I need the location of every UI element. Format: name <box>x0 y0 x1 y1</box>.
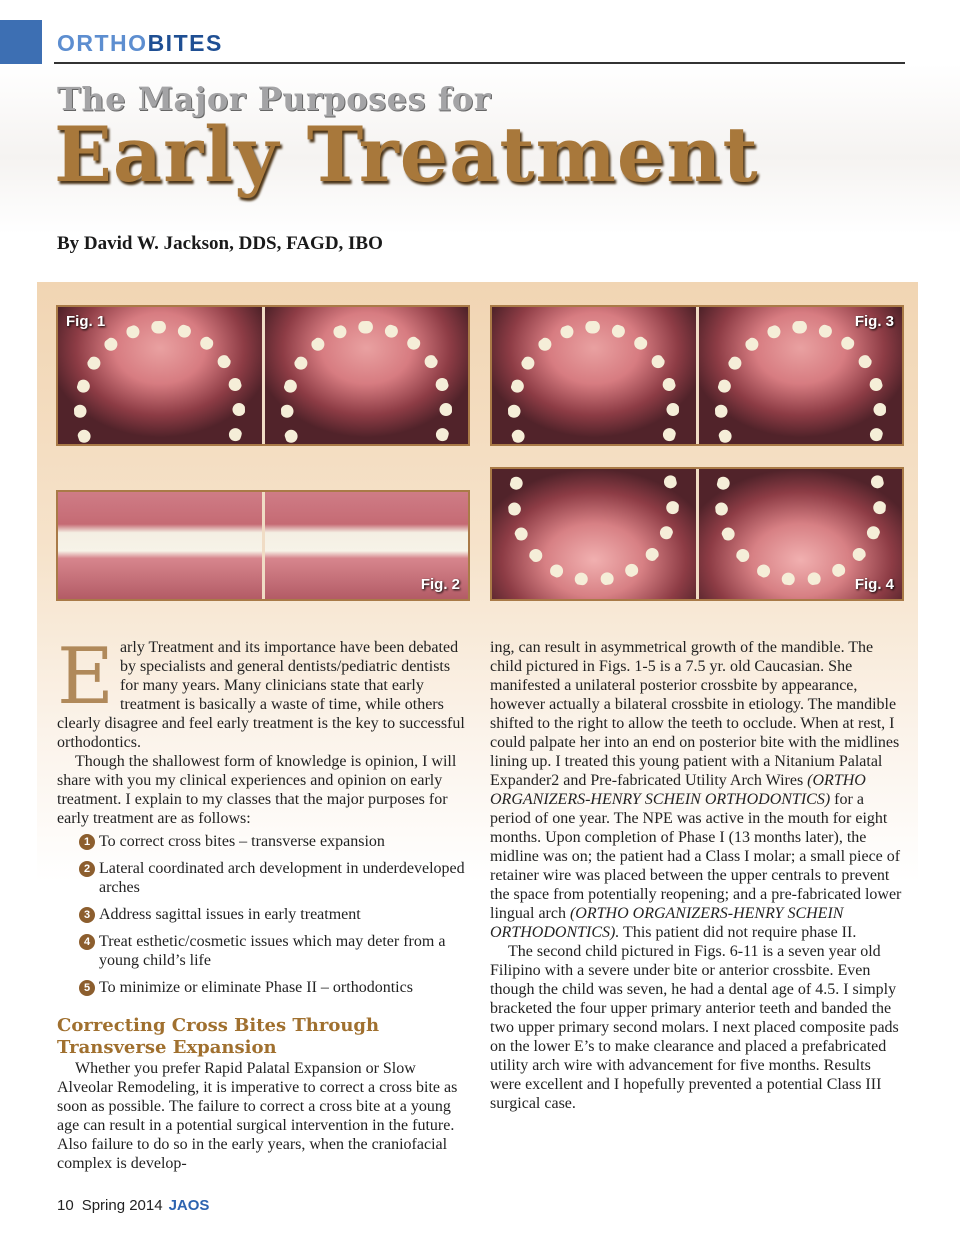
number-badge-icon: 5 <box>79 980 95 996</box>
figure-3 <box>490 305 904 446</box>
title-line-1: The Major Purposes for <box>57 80 492 118</box>
figure-4-label: Fig. 4 <box>854 576 894 593</box>
photo-lower-arch-before <box>492 469 696 599</box>
figure-2-label: Fig. 2 <box>420 576 460 593</box>
purposes-list <box>57 832 469 997</box>
number-badge-icon: 1 <box>79 834 95 850</box>
number-badge-icon: 4 <box>79 934 95 950</box>
page-footer <box>57 1197 209 1214</box>
issue-date: Spring 2014 <box>81 1197 163 1214</box>
paragraph-case-2: The second child pictured in Figs. 6-11 is a seven year old Filipino with a severe under bite or anterior crossbite. Even though the child was seven, he had a dental age of 4.5. I simply bracketed the four upper primary anterior teeth and banded the two upper primary second molars. I next placed composite pads on the lower E’s to make clearance and placed a prefabricated utility arch wire with advancement for five months. Results were excellent and I hopefully prevented a potential Class III surgical case. <box>490 943 899 1112</box>
figure-1 <box>56 305 470 446</box>
section-label: ORTHOBITES <box>57 30 223 56</box>
drop-cap: E <box>57 632 114 722</box>
subheading: Correcting Cross Bites Through Transverse Expansion <box>57 1015 380 1058</box>
number-badge-icon: 2 <box>79 861 95 877</box>
paragraph-3: Whether you prefer Rapid Palatal Expansion or Slow Alveolar Remodeling, it is imperative to correct a cross bite as soon as possible. The failure to correct a cross bite at a young age can result in a potential surgical intervention in the future. Also failure to do so in the early years, when the craniofacial complex is develop- <box>57 1060 458 1172</box>
title-line-2: Early Treatment <box>54 110 759 199</box>
photo-frontal-before <box>58 492 262 599</box>
byline: By David W. Jackson, DDS, FAGD, IBO <box>57 233 383 254</box>
journal-name: JAOS <box>168 1197 210 1214</box>
figure-1-label: Fig. 1 <box>66 313 106 330</box>
list-item: 4 Treat esthetic/cosmetic issues which may deter from a young child’s life <box>57 932 469 970</box>
list-item: 3 Address sagittal issues in early treatment <box>57 905 469 924</box>
intro-paragraph: Early Treatment and its importance have been debated by specialists and general dentists/pediatric dentists for many years. Many clinicians state that early treatment is basically a waste of time, while others clearly disagree and feel early treatment is the key to successful orthodontics. <box>57 632 465 751</box>
number-badge-icon: 3 <box>79 907 95 923</box>
figure-4 <box>490 467 904 601</box>
section-color-tab <box>0 20 42 70</box>
figure-3-label: Fig. 3 <box>854 313 894 330</box>
photo-upper-arch-expander-after <box>262 307 469 444</box>
figure-2 <box>56 490 470 601</box>
paragraph-2: Though the shallowest form of knowledge is opinion, I will share with you my clinical experiences and opinion on early treatment. I explain to my classes that the major purposes for early treatment are as follows: <box>57 753 457 827</box>
article-left-column <box>57 632 469 1173</box>
list-item: 2 Lateral coordinated arch development in underdeveloped arches <box>57 859 469 897</box>
article-right-column <box>490 638 904 1113</box>
list-item: 5 To minimize or eliminate Phase II – orthodontics <box>57 978 469 997</box>
list-item: 1 To correct cross bites – transverse expansion <box>57 832 469 851</box>
photo-upper-arch-before <box>492 307 696 444</box>
paragraph-case-1: ing, can result in asymmetrical growth of the mandible. The child pictured in Figs. 1-5 is a 7.5 yr. old Caucasian. She manifested a unilateral posterior crossbite by appearance, however actually a bilateral crossbite in etiology. The mandible shifted to the right to allow the teeth to occlude. When at rest, I could palpate her into an end on posterior bite with the midlines lining up. I treated this young patient with a Nitanium Palatal Expander2 and Pre-fabricated Utility Arch Wires (ORTHO ORGANIZERS-HENRY SCHEIN ORTHODONTICS) for a period of one year. The NPE was active in the mouth for eight months. Upon completion of Phase I (13 months later), the midline was on; the patient had a Class I molar; a small piece of retainer wire was placed between the upper centrals to prevent the space from potentially reopening; and a pre-fabricated lower lingual arch (ORTHO ORGANIZERS-HENRY SCHEIN ORTHODONTICS). This patient did not require phase II. <box>490 639 902 941</box>
page-number: 10 <box>57 1197 74 1214</box>
